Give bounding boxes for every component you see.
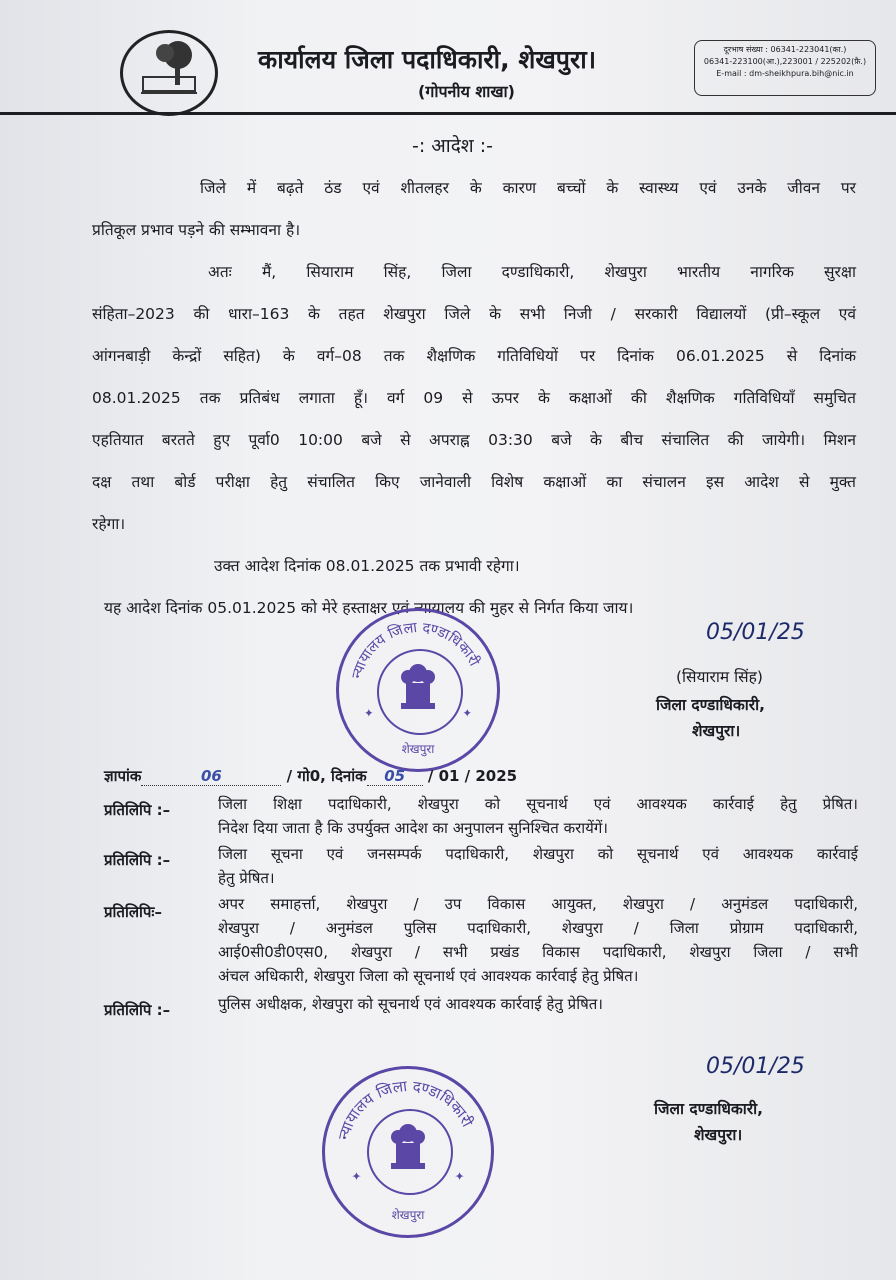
- para4: यह आदेश दिनांक 05.01.2025 को मेरे हस्ताक्षर एवं न्यायालय की मुहर से निर्गत किया जाय।: [104, 599, 634, 617]
- copy-1-line1: जिला शिक्षा पदाधिकारी, शेखपुरा को सूचनार्थ एवं आवश्यक कार्रवाई हेतु प्रेषित।: [218, 795, 858, 813]
- copy-1-line2: निदेश दिया जाता है कि उपर्युक्त आदेश का अनुपालन सुनिश्चित करायेंगें।: [218, 819, 608, 837]
- contact-phone: दूरभाष संख्या : 06341-223041(का.): [723, 45, 847, 54]
- memo-month-year: / 01 / 2025: [427, 767, 518, 785]
- tree-emblem-icon: [123, 33, 215, 113]
- court-seal-2: [322, 1066, 494, 1238]
- signatory-2-place: शेखपुरा।: [694, 1126, 743, 1144]
- signature-2-handwritten: 05/01/25: [706, 1054, 805, 1079]
- para3: उक्त आदेश दिनांक 08.01.2025 तक प्रभावी रहेगा।: [214, 557, 520, 575]
- copy-label-3: प्रतिलिपिः–: [104, 903, 162, 921]
- seal-city: शेखपुरा: [401, 742, 435, 756]
- copy-3-line4: अंचल अधिकारी, शेखपुरा जिला को सूचनार्थ एवं आवश्यक कार्रवाई हेतु प्रेषित।: [218, 967, 639, 985]
- seal-ring-label: न्यायालय जिला दण्डाधिकारी: [349, 619, 482, 681]
- copy-item-2: [218, 842, 858, 890]
- svg-text:✦: ✦: [351, 1169, 362, 1184]
- copy-3-line1: अपर समाहर्त्ता, शेखपुरा / उप विकास आयुक्त, शेखपुरा / अनुमंडल पदाधिकारी,: [218, 895, 858, 913]
- copy-label-1: प्रतिलिपि :–: [104, 801, 171, 819]
- court-seal: [336, 608, 500, 772]
- signatory-name: (सियाराम सिंह): [676, 668, 763, 686]
- contact-fax: 06341-223100(आ.),223001 / 225202(फ़ै.): [703, 57, 867, 66]
- copy-item-4: [218, 992, 858, 1016]
- office-title: कार्यालय जिला पदाधिकारी, शेखपुरा।: [258, 45, 597, 74]
- para2-line5: एहतियात बरतते हुए पूर्वा0 10:00 बजे से अपराह्न 03:30 बजे के बीच संचालित की जायेगी। मिशन: [92, 431, 856, 449]
- copy-label-4: प्रतिलिपि :–: [104, 1001, 171, 1019]
- copy-4-line1: पुलिस अधीक्षक, शेखपुरा को सूचनार्थ एवं आवश्यक कार्रवाई हेतु प्रेषित।: [218, 995, 603, 1013]
- contact-box: [694, 40, 876, 96]
- branch-name: (गोपनीय शाखा): [418, 82, 515, 101]
- memo-label: ज्ञापांक: [104, 767, 142, 785]
- emblem-icon: [377, 649, 463, 735]
- copy-label-2: प्रतिलिपि :–: [104, 851, 171, 869]
- para1-line2: प्रतिकूल प्रभाव पड़ने की सम्भावना है।: [92, 221, 301, 239]
- seal-2-city: शेखपुरा: [391, 1208, 425, 1222]
- para2-line4: 08.01.2025 तक प्रतिबंध लगाता हूँ। वर्ग 09 से ऊपर के कक्षाओं की शैक्षणिक गतिविधियाँ समुचित: [92, 389, 856, 407]
- para2-line6: दक्ष तथा बोर्ड परीक्षा हेतु संचालित किए जानेवाली विशेष कक्षाओं का संचालन इस आदेश से मुक्त: [92, 473, 856, 491]
- memo-office: / गो0, दिनांक: [286, 767, 367, 785]
- memo-day: 05: [384, 767, 406, 785]
- copy-2-line1: जिला सूचना एवं जनसम्पर्क पदाधिकारी, शेखपुरा को सूचनार्थ एवं आवश्यक कार्रवाई: [218, 845, 858, 863]
- copy-item-1: [218, 792, 858, 840]
- signatory-2-designation: जिला दण्डाधिकारी,: [654, 1100, 764, 1118]
- copy-3-line2: शेखपुरा / अनुमंडल पुलिस पदाधिकारी, शेखपुरा / जिला प्रोग्राम पदाधिकारी,: [218, 919, 858, 937]
- para2-line2: संहिता–2023 की धारा–163 के तहत शेखपुरा जिले के सभी निजी / सरकारी विद्यालयों (प्री–स्कूल एवं: [92, 305, 856, 323]
- copy-item-3: [218, 892, 858, 988]
- order-title: -: आदेश :-: [412, 135, 494, 157]
- svg-text:✦: ✦: [454, 1169, 465, 1184]
- copy-2-line2: हेतु प्रेषित।: [218, 869, 275, 887]
- memo-number: 06: [201, 767, 222, 785]
- para2-line1: अतः मैं, सियाराम सिंह, जिला दण्डाधिकारी, शेखपुरा भारतीय नागरिक सुरक्षा: [208, 263, 856, 281]
- signature-handwritten: 05/01/25: [706, 620, 805, 645]
- signatory-designation: जिला दण्डाधिकारी,: [656, 696, 766, 714]
- para2-line7: रहेगा।: [92, 515, 126, 533]
- memo-line: [104, 766, 517, 786]
- copy-3-line3: आई0सी0डी0एस0, शेखपुरा / सभी प्रखंड विकास पदाधिकारी, शेखपुरा जिला / सभी: [218, 943, 858, 961]
- contact-email: E-mail : dm-sheikhpura.bih@nic.in: [716, 69, 854, 78]
- signatory-place: शेखपुरा।: [692, 722, 741, 740]
- para1-line1: जिले में बढ़ते ठंड एवं शीतलहर के कारण बच्चों के स्वास्थ्य एवं उनके जीवन पर: [200, 179, 856, 197]
- district-logo: [120, 30, 218, 116]
- header-divider: [0, 112, 896, 115]
- svg-text:✦: ✦: [364, 705, 374, 720]
- para2-line3: आंगनबाड़ी केन्द्रों सहित) के वर्ग–08 तक शैक्षणिक गतिविधियों पर दिनांक 06.01.2025 से दिनांक: [92, 347, 856, 365]
- emblem-icon-2: [367, 1109, 453, 1195]
- seal-2-ring-label: न्यायालय जिला दण्डाधिकारी: [334, 1076, 477, 1142]
- svg-text:✦: ✦: [462, 705, 473, 720]
